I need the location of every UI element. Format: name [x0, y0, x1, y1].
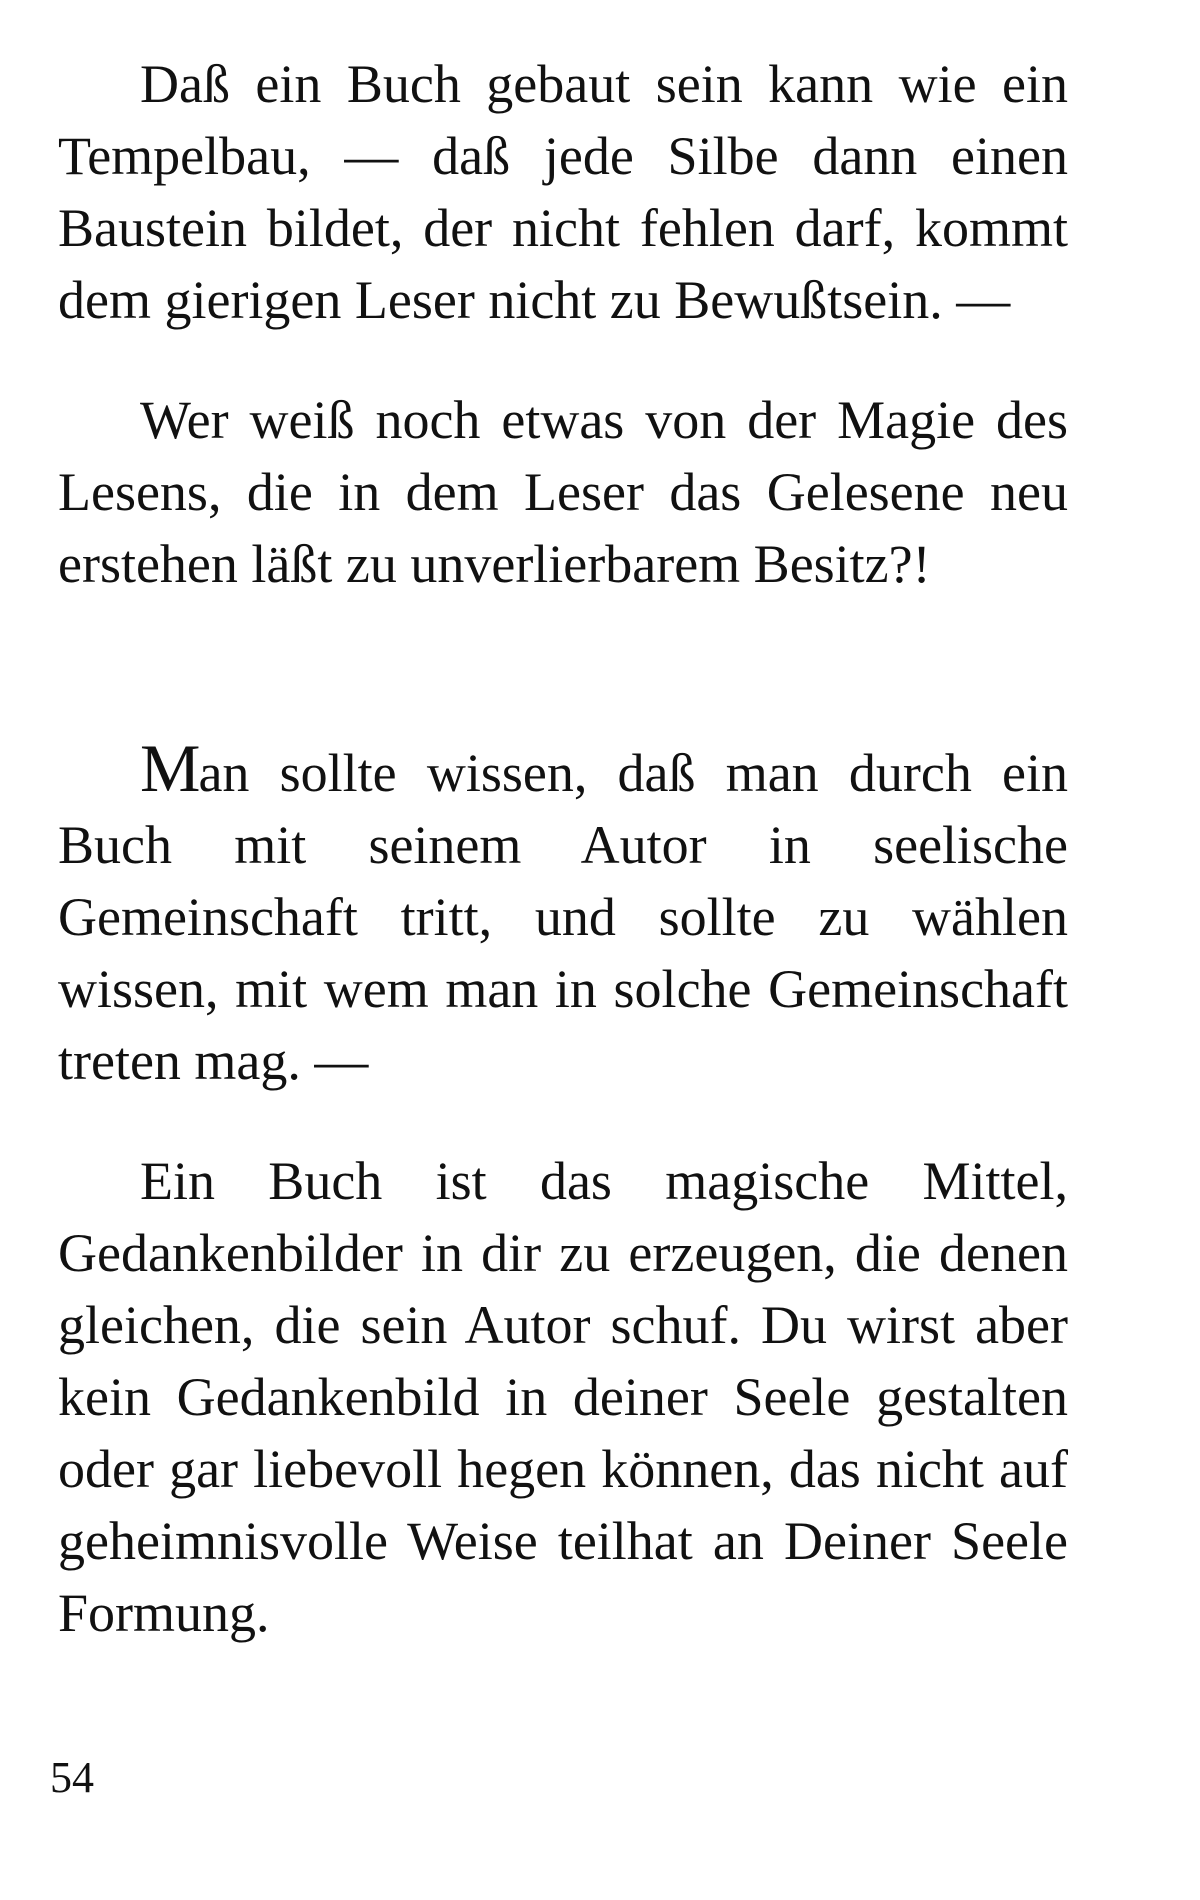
paragraph-1: Daß ein Buch gebaut sein kann wie ein Tempelbau, — daß jede Silbe dann einen Baustein bildet, der nicht fehlen darf, kommt dem gierigen Leser nicht zu Bewußtsein. —: [58, 54, 1068, 330]
page-body: [58, 48, 1068, 1649]
paragraph-2: Wer weiß noch etwas von der Magie des Lesens, die in dem Leser das Gelesene neu erstehen läßt zu unverlierbarem Besitz?!: [58, 390, 1068, 594]
page-number: 54: [50, 1753, 94, 1802]
initial-letter: M: [140, 730, 199, 806]
paragraph-3-text: an sollte wissen, daß man durch ein Buch mit seinem Autor in seelische Gemeinschaft tritt, und sollte zu wählen wissen, mit wem man in solche Gemeinschaft treten mag. —: [58, 743, 1068, 1091]
paragraph-4: Ein Buch ist das magische Mittel, Gedankenbilder in dir zu erzeugen, die denen gleichen, die sein Autor schuf. Du wirst aber kein Gedankenbild in deiner Seele gestalten oder gar liebevoll hegen können, das nicht auf geheimnisvolle Weise teilhat an Deiner Seele Formung.: [58, 1151, 1068, 1643]
paragraph-3: [58, 730, 1068, 1097]
